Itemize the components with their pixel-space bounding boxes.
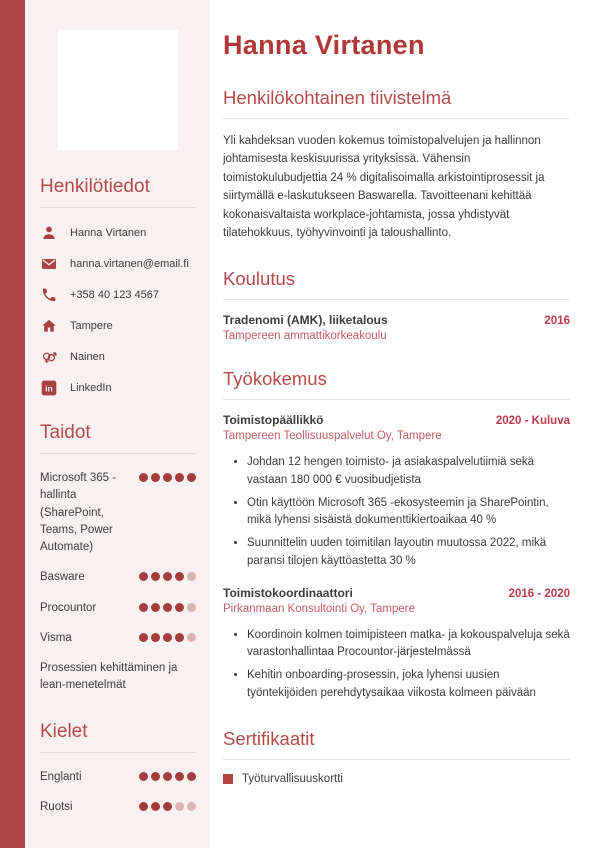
skill-item [40, 569, 196, 586]
job-date: 2016 - 2020 [508, 587, 570, 600]
job-bullet: • Kehitin onboarding-prosessin, joka lyhensi uusien työntekijöiden perehdytysaikaa viikosta kolmeen päivään [247, 667, 570, 702]
language-label: Ruotsi [40, 800, 73, 813]
contact-item-name [40, 224, 196, 241]
contact-phone-label: +358 40 123 4567 [70, 288, 160, 301]
gender-icon [40, 348, 57, 365]
job-title: Toimistopäällikkö [223, 413, 324, 428]
phone-icon [40, 286, 57, 303]
education-section-heading: Koulutus [223, 268, 295, 290]
divider [40, 752, 196, 753]
contact-item-phone[interactable] [40, 286, 196, 303]
linkedin-icon [40, 379, 57, 396]
contact-section-heading: Henkilötiedot [40, 176, 150, 197]
job-company: Pirkanmaan Konsultointi Oy, Tampere [223, 602, 415, 615]
contact-item-gender [40, 348, 196, 365]
education-school: Tampereen ammattikorkeakoulu [223, 330, 387, 343]
education-date: 2016 [544, 315, 570, 328]
experience-section-heading: Työkokemus [223, 368, 327, 390]
contact-item-email[interactable] [40, 255, 196, 272]
education-entry [223, 313, 570, 342]
divider [223, 118, 570, 119]
sidebar [25, 0, 210, 848]
contact-email-label: hanna.virtanen@email.fi [70, 257, 189, 270]
skill-label: Procountor [40, 601, 97, 614]
language-rating-dots [139, 769, 196, 781]
home-icon [40, 317, 57, 334]
skill-label: Microsoft 365 -hallinta (SharePoint, Teams, Power Automate) [40, 472, 117, 553]
divider [223, 759, 570, 760]
divider [223, 399, 570, 400]
skill-label: Visma [40, 631, 72, 644]
languages-section-heading: Kielet [40, 720, 88, 742]
divider [40, 453, 196, 454]
page-title: Hanna Virtanen [223, 30, 425, 60]
language-label: Englanti [40, 770, 82, 783]
divider [223, 299, 570, 300]
job-entry [223, 413, 570, 570]
divider [40, 207, 196, 208]
contact-item-city [40, 317, 196, 334]
certificates-section-heading: Sertifikaatit [223, 727, 315, 749]
summary-text: Yli kahdeksan vuoden kokemus toimistopalvelujen ja hallinnon johtamisesta keskisuurissa yrityksissä. Vähensin toimistokulubudjettia 24 % digitalisoimalla arkistointiprosessit ja siirtymällä e-laskutukseen Baswarella. Tavoitteenani kehittää kokonaisvaltaista workplace-johtamista, jossa yhdistyvät tilatehokkuus, työhyvinvointi ja taloushallinto. [223, 135, 545, 239]
job-bullet: • Suunnittelin uuden toimitilan layoutin muutossa 2022, mikä paransi tilojen käyttöastetta 30 % [247, 535, 570, 570]
contact-name-label: Hanna Virtanen [70, 226, 147, 239]
job-title: Toimistokoordinaattori [223, 585, 353, 600]
language-rating-dots [139, 799, 196, 811]
job-bullet: • Otin käyttöön Microsoft 365 -ekosysteemin ja SharePointin, mikä lyhensi sisäistä dokumenttikiertoaikaa 40 % [247, 495, 570, 530]
language-item [40, 769, 196, 786]
education-degree: Tradenomi (AMK), liiketalous [223, 313, 388, 328]
contact-gender-label: Nainen [70, 350, 105, 363]
skill-rating-dots [139, 630, 196, 642]
summary-section-heading: Henkilökohtainen tiivistelmä [223, 87, 452, 108]
job-bullet-list [223, 627, 570, 702]
job-bullet: • Koordinoin kolmen toimipisteen matka- ja kokouspalveluja sekä varastonhallintaa Procountor-järjestelmässä [247, 627, 570, 662]
contact-item-linkedin[interactable] [40, 379, 196, 396]
accent-stripe [0, 0, 25, 848]
contact-city-label: Tampere [70, 319, 113, 332]
job-company: Tampereen Teollisuuspalvelut Oy, Tampere [223, 430, 442, 443]
profile-photo-placeholder [58, 30, 178, 150]
certificate-item [223, 773, 570, 785]
skill-label: Basware [40, 571, 85, 584]
certificate-label: Työturvallisuuskortti [242, 772, 343, 785]
skills-section-heading: Taidot [40, 422, 91, 443]
job-bullet-list [223, 454, 570, 570]
skill-item [40, 470, 196, 556]
svg-text:in: in [44, 383, 53, 394]
skill-label-plain: Prosessien kehittäminen ja lean-menetelmät [40, 662, 178, 692]
job-date: 2020 - Kuluva [495, 415, 570, 428]
contact-linkedin-label: LinkedIn [70, 381, 112, 394]
language-item [40, 799, 196, 816]
skill-item [40, 630, 196, 647]
job-entry [223, 586, 570, 702]
square-bullet-icon [223, 774, 233, 784]
person-icon [40, 224, 57, 241]
main-content [210, 0, 600, 848]
job-bullet: • Johdan 12 hengen toimisto- ja asiakaspalvelutiimiä sekä vastaan 180 000 € vuosibudjetista [247, 454, 570, 489]
skill-rating-dots [139, 569, 196, 581]
skill-rating-dots [139, 470, 196, 482]
email-icon [40, 255, 57, 272]
skill-item [40, 600, 196, 617]
skill-rating-dots [139, 600, 196, 612]
